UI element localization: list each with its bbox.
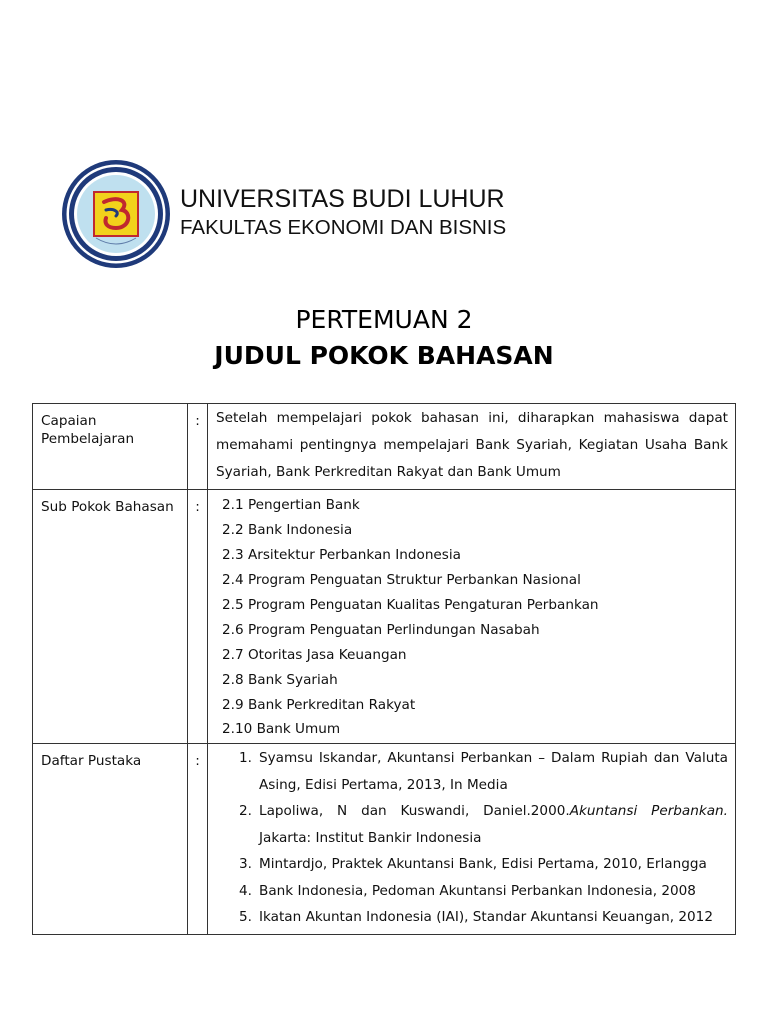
list-item [216,878,728,905]
list-item: 2.4 Program Penguatan Struktur Perbankan Nasional [222,572,581,588]
table-row-capaian [33,404,736,490]
list-item: 2.9 Bank Perkreditan Rakyat [222,697,416,713]
list-item: 2.6 Program Penguatan Perlindungan Nasabah [222,622,540,638]
reference-text: Mintardjo, Praktek Akuntansi Bank, Edisi Pertama, 2010, Erlangga [259,856,707,872]
sub-label: Sub Pokok Bahasan [33,490,188,744]
list-item [216,851,728,878]
capaian-text-b: Syariah, Bank Perkreditan Rakyat dan Bank Umum [216,464,561,480]
list-item: 2.8 Bank Syariah [222,672,338,688]
capaian-content [208,404,736,490]
reference-number: 4. [239,882,252,899]
list-item: 2.7 Otoritas Jasa Keuangan [222,647,407,663]
colon: : [188,744,208,935]
reference-text-part: Jakarta: Institut Bankir Indonesia [259,829,482,846]
reference-number: 3. [239,856,252,872]
colon: : [188,490,208,744]
reference-number: 2. [239,803,252,819]
list-item: 2.1 Pengertian Bank [222,497,360,513]
reference-text [259,798,728,851]
list-item: 2.3 Arsitektur Perbankan Indonesia [222,547,461,563]
reference-text-part: Lapoliwa, N dan Kuswandi, Daniel.2000. [259,803,570,819]
list-item [216,798,728,851]
table-row-daftar [33,744,736,935]
list-item: 2.10 Bank Umum [222,721,341,737]
university-logo [60,158,172,270]
reference-text: Ikatan Akuntan Indonesia (IAI), Standar Akuntansi Keuangan, 2012 [259,909,713,925]
course-info-table [32,403,736,935]
daftar-content [208,744,736,935]
list-item: 2.2 Bank Indonesia [222,522,353,538]
reference-number: 1. [239,750,252,766]
list-item [216,745,728,798]
reference-number: 5. [239,909,252,925]
university-name: UNIVERSITAS BUDI LUHUR [180,185,505,213]
sub-content [208,490,736,744]
table-row-sub [33,490,736,744]
reference-text: Bank Indonesia, Pedoman Akuntansi Perbankan Indonesia, 2008 [259,882,696,899]
list-item [216,904,728,931]
meeting-title: PERTEMUAN 2 [295,305,473,334]
capaian-text-a: Setelah mempelajari pokok bahasan ini, diharapkan mahasiswa dapat memahami pentingnya mempelajari Bank Syariah, Kegiatan Usaha Bank [216,410,728,453]
faculty-name: FAKULTAS EKONOMI DAN BISNIS [180,216,507,239]
list-item: 2.5 Program Penguatan Kualitas Pengaturan Perbankan [222,597,599,613]
colon: : [188,404,208,490]
topic-title: JUDUL POKOK BAHASAN [214,341,554,370]
sub-topic-list [216,491,728,740]
capaian-label: Capaian Pembelajaran [33,404,188,490]
reference-title-italic: Akuntansi Perbankan. [569,803,728,819]
daftar-label: Daftar Pustaka [33,744,188,935]
reference-list [216,745,728,931]
reference-text: Syamsu Iskandar, Akuntansi Perbankan – Dalam Rupiah dan Valuta Asing, Edisi Pertama, 2013, In Media [259,750,728,793]
